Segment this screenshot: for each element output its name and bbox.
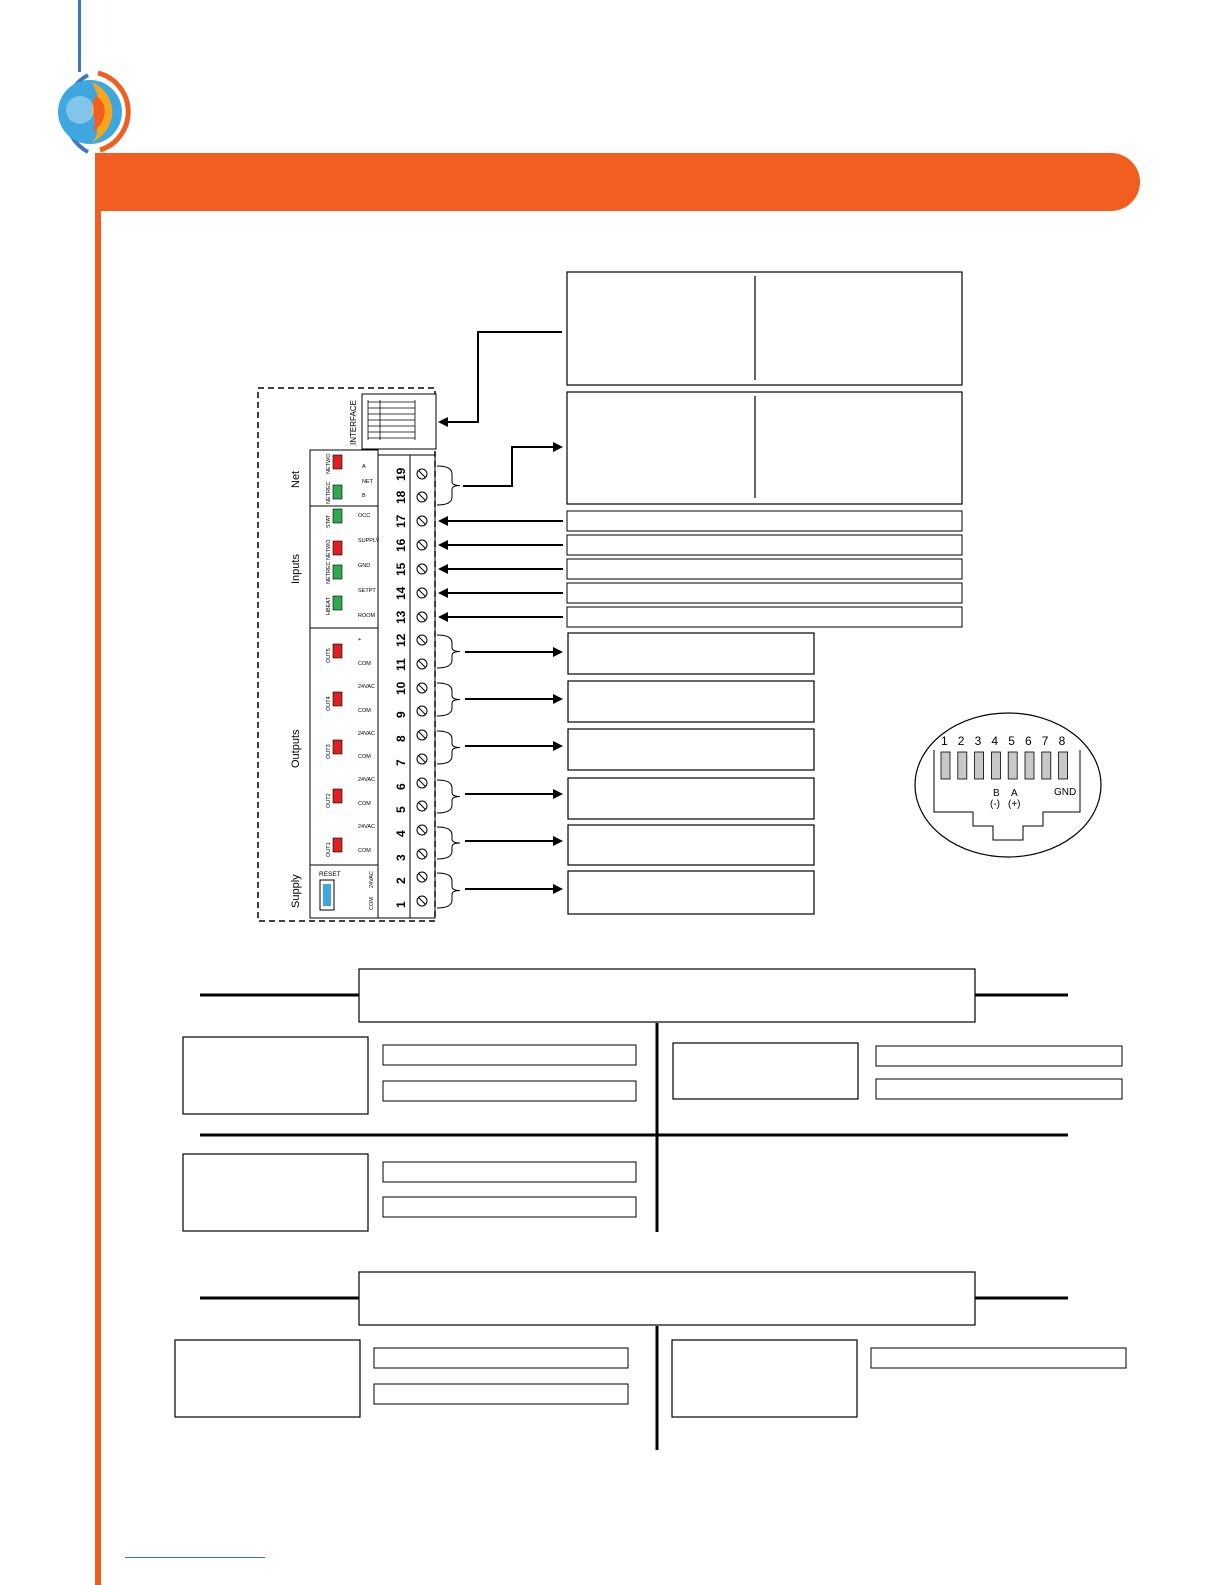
section-net-label: Net (290, 470, 302, 488)
terminal-number-18: 18 (394, 490, 408, 504)
network-arrow (463, 447, 553, 486)
terminal-label: 24VAC (369, 870, 375, 888)
rj45-pin-7 (1042, 752, 1051, 779)
terminal-label: GND (358, 563, 371, 569)
rj45-pin-number: 3 (974, 734, 982, 748)
terminal-label: COM (358, 661, 371, 667)
rj45-pin-8 (1059, 752, 1068, 779)
led-ntwo (333, 455, 342, 469)
rj45-pin-number: 6 (1025, 734, 1032, 748)
section1-box-a (183, 1037, 368, 1114)
led-ntwo2-label: NETWO (326, 539, 332, 560)
led-out1 (333, 838, 342, 852)
led-out2 (333, 789, 342, 803)
interface-arrow (445, 332, 562, 422)
terminal-label: COM (358, 708, 371, 714)
terminal-number-5: 5 (394, 806, 408, 813)
terminal-label: SETPT (358, 588, 376, 594)
led-out3 (333, 740, 342, 754)
reset-label: RESET (319, 871, 341, 878)
terminal-label: 24VAC (358, 777, 376, 783)
led-out5 (333, 644, 342, 658)
section1-box-c (183, 1154, 368, 1231)
reset-button-face (323, 884, 331, 906)
led-ntwo2 (333, 541, 342, 555)
terminal-label: COM (358, 848, 371, 854)
section1-box-b (673, 1043, 858, 1099)
terminal-label: + (358, 637, 362, 643)
flame-drop-icon (58, 73, 128, 152)
led-hbeat (333, 596, 342, 610)
rj45-pin-1 (941, 752, 950, 779)
terminal-label: COM (358, 801, 371, 807)
input-bar (567, 583, 962, 603)
led-stat-label: STAT (326, 514, 332, 528)
output-box (568, 729, 814, 770)
rj45-pin-number: 1 (941, 734, 948, 748)
section2-title-box (359, 1272, 975, 1325)
terminal-label: COM (369, 897, 375, 910)
led-ntrec (333, 485, 342, 499)
output-box (568, 681, 814, 722)
rj45-pinout (915, 713, 1101, 857)
lower-section-1 (183, 969, 1122, 1232)
terminal-number-16: 16 (394, 538, 408, 552)
led-ntrec2-label: NETREC (326, 561, 332, 584)
rj45-b-label: B (993, 788, 1000, 799)
rj45-pin-3 (975, 752, 984, 779)
terminal-number-13: 13 (394, 610, 408, 624)
output-box (568, 778, 814, 819)
led-ntwo-label: NETWO (326, 453, 332, 474)
terminal-label: COM (358, 754, 371, 760)
terminal-label: 24VAC (358, 824, 376, 830)
output-box (568, 633, 814, 674)
input-bar (567, 607, 962, 627)
interface-label: INTERFACE (349, 400, 358, 445)
terminal-label: NET (362, 479, 373, 485)
terminal-number-9: 9 (394, 711, 408, 718)
input-bar (567, 559, 962, 579)
controller-outline (258, 388, 435, 921)
led-out5-label: OUT5 (326, 648, 332, 663)
terminal-number-2: 2 (394, 877, 408, 884)
led-out1-label: OUT1 (326, 842, 332, 857)
section-supply-label: Supply (290, 874, 302, 908)
input-bar (567, 535, 962, 555)
terminal-label: B (362, 493, 366, 499)
rj45-a-polarity: (+) (1008, 799, 1021, 810)
terminal-label: ROOM (358, 613, 376, 619)
section2-box-a (175, 1340, 360, 1417)
led-out4 (333, 692, 342, 706)
terminal-number-3: 3 (394, 854, 408, 861)
terminal-number-7: 7 (394, 759, 408, 766)
terminal-number-8: 8 (394, 735, 408, 742)
terminal-number-12: 12 (394, 633, 408, 647)
rj45-pin-2 (958, 752, 967, 779)
rj45-pin-number: 2 (957, 734, 965, 748)
rj45-pin-number: 5 (1008, 734, 1015, 748)
terminal-label: 24VAC (358, 731, 376, 737)
led-out4-label: OUT4 (326, 696, 332, 711)
section-inputs-label: Inputs (290, 554, 302, 584)
output-box (568, 825, 814, 865)
terminal-number-10: 10 (394, 681, 408, 695)
led-ntrec-label: NETREC (326, 481, 332, 504)
rj45-pin-number: 7 (1041, 734, 1049, 748)
led-ntrec2 (333, 565, 342, 579)
network-info-box (567, 392, 962, 504)
led-stat (333, 509, 342, 523)
input-bar (567, 511, 962, 531)
terminal-number-11: 11 (394, 658, 408, 671)
terminal-number-14: 14 (394, 586, 408, 600)
terminal-number-15: 15 (394, 562, 408, 576)
terminal-label: OCC (358, 513, 371, 519)
rj45-pin-6 (1025, 752, 1034, 779)
led-out2-label: OUT2 (326, 793, 332, 808)
terminal-number-17: 17 (394, 514, 408, 528)
terminal-label: A (362, 464, 366, 470)
lower-section-2 (175, 1272, 1126, 1450)
interface-info-box (567, 272, 962, 385)
rj45-b-polarity: (-) (990, 799, 1000, 810)
terminal-label: 24VAC (358, 684, 376, 690)
terminal-number-19: 19 (394, 467, 408, 481)
led-out3-label: OUT3 (326, 744, 332, 759)
terminal-label: SUPPLY (358, 538, 380, 544)
output-box (568, 871, 814, 914)
rj45-pin-number: 4 (991, 734, 999, 748)
terminal-number-6: 6 (394, 783, 408, 790)
terminal-number-1: 1 (394, 901, 408, 908)
section2-box-b (672, 1340, 857, 1417)
section1-title-box (359, 969, 975, 1022)
section-outputs-label: Outputs (290, 729, 302, 768)
terminal-number-4: 4 (394, 830, 408, 837)
rj45-pin-4 (991, 752, 1000, 779)
rj45-pin-number: 8 (1058, 734, 1066, 748)
rj45-pin-5 (1008, 752, 1017, 779)
rj45-a-label: A (1011, 788, 1018, 799)
rj45-gnd-label: GND (1054, 787, 1077, 798)
led-hbeat-label: HBEAT (326, 597, 332, 615)
